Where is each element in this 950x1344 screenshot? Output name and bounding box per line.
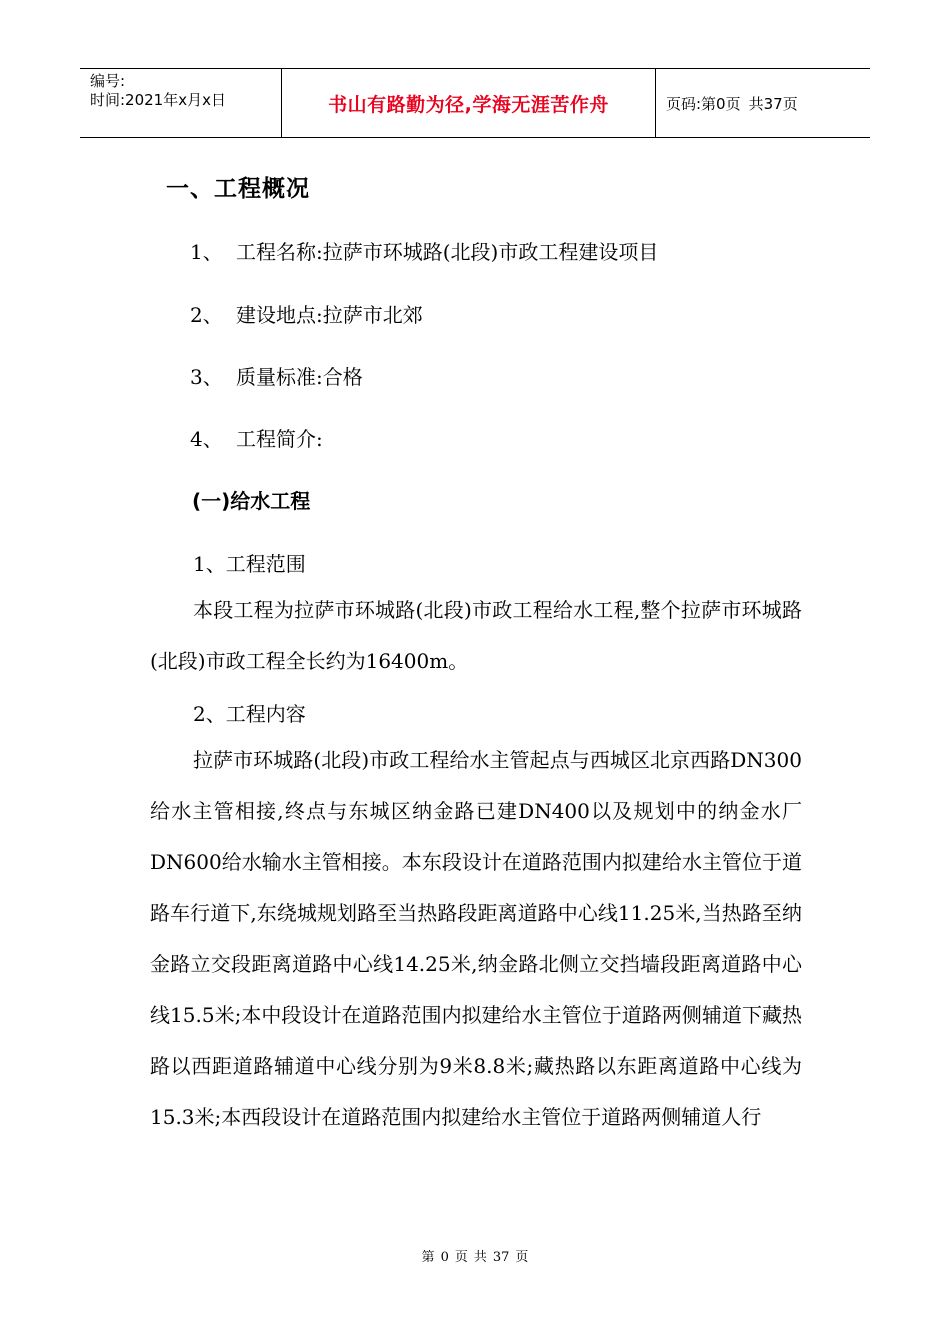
item-number: 4、 bbox=[190, 427, 223, 451]
list-item bbox=[190, 236, 658, 265]
subsection-heading: (一)给水工程 bbox=[192, 489, 311, 513]
item-number: 1、 bbox=[190, 240, 223, 264]
footer-page-number: 0 bbox=[440, 1250, 449, 1265]
document-header bbox=[80, 68, 870, 138]
footer-di: 第 bbox=[421, 1250, 435, 1265]
list-item bbox=[190, 423, 323, 452]
content-title: 2、工程内容 bbox=[193, 702, 306, 726]
footer-ye: 页 bbox=[454, 1250, 468, 1265]
item-number: 2、 bbox=[190, 303, 223, 327]
list-item bbox=[190, 299, 423, 328]
list-item bbox=[190, 361, 363, 390]
item-text: 建设地点:拉萨市北郊 bbox=[236, 303, 423, 327]
section-heading: 一、工程概况 bbox=[166, 176, 310, 202]
header-page-cell bbox=[656, 69, 870, 137]
item-text: 工程简介: bbox=[236, 427, 323, 451]
header-motto: 书山有路勤为径,学海无涯苦作舟 bbox=[282, 69, 656, 137]
footer-total-pages: 37 bbox=[492, 1250, 510, 1265]
header-info-cell bbox=[80, 69, 282, 137]
footer-gong: 共 bbox=[473, 1250, 487, 1265]
total-pages-label: 共37页 bbox=[748, 94, 798, 113]
item-text: 质量标准:合格 bbox=[236, 365, 363, 389]
scope-title: 1、工程范围 bbox=[193, 552, 306, 576]
item-text: 工程名称:拉萨市环城路(北段)市政工程建设项目 bbox=[236, 240, 659, 264]
item-number: 3、 bbox=[190, 365, 223, 389]
content-paragraph: 拉萨市环城路(北段)市政工程给水主管起点与西城区北京西路DN300给水主管相接,终点与东城区纳金路已建DN400以及规划中的纳金水厂DN600给水输水主管相接。本东段设计在道路范围内拟建给水主管位于道路车行道下,东绕城规划路至当热路段距离道路中心线11.25米,当热路至纳金路立交段距离道路中心线14.25米,纳金路北侧立交挡墙段距离道路中心线15.5米;本中段设计在道路范围内拟建给水主管位于道路两侧辅道下藏热路以西距道路辅道中心线分别为9米8.8米;藏热路以东距离道路中心线为15.3米;本西段设计在道路范围内拟建给水主管位于道路两侧辅道人行 bbox=[150, 748, 802, 1129]
page-label: 页码:第0页 bbox=[666, 94, 741, 113]
number-label: 编号: bbox=[90, 72, 126, 90]
footer-ye2: 页 bbox=[515, 1250, 529, 1265]
scope-paragraph: 本段工程为拉萨市环城路(北段)市政工程给水工程,整个拉萨市环城路(北段)市政工程全长约为16400m。 bbox=[150, 598, 802, 673]
page-footer bbox=[0, 1246, 950, 1265]
time-label: 时间:2021年x月x日 bbox=[90, 91, 226, 109]
